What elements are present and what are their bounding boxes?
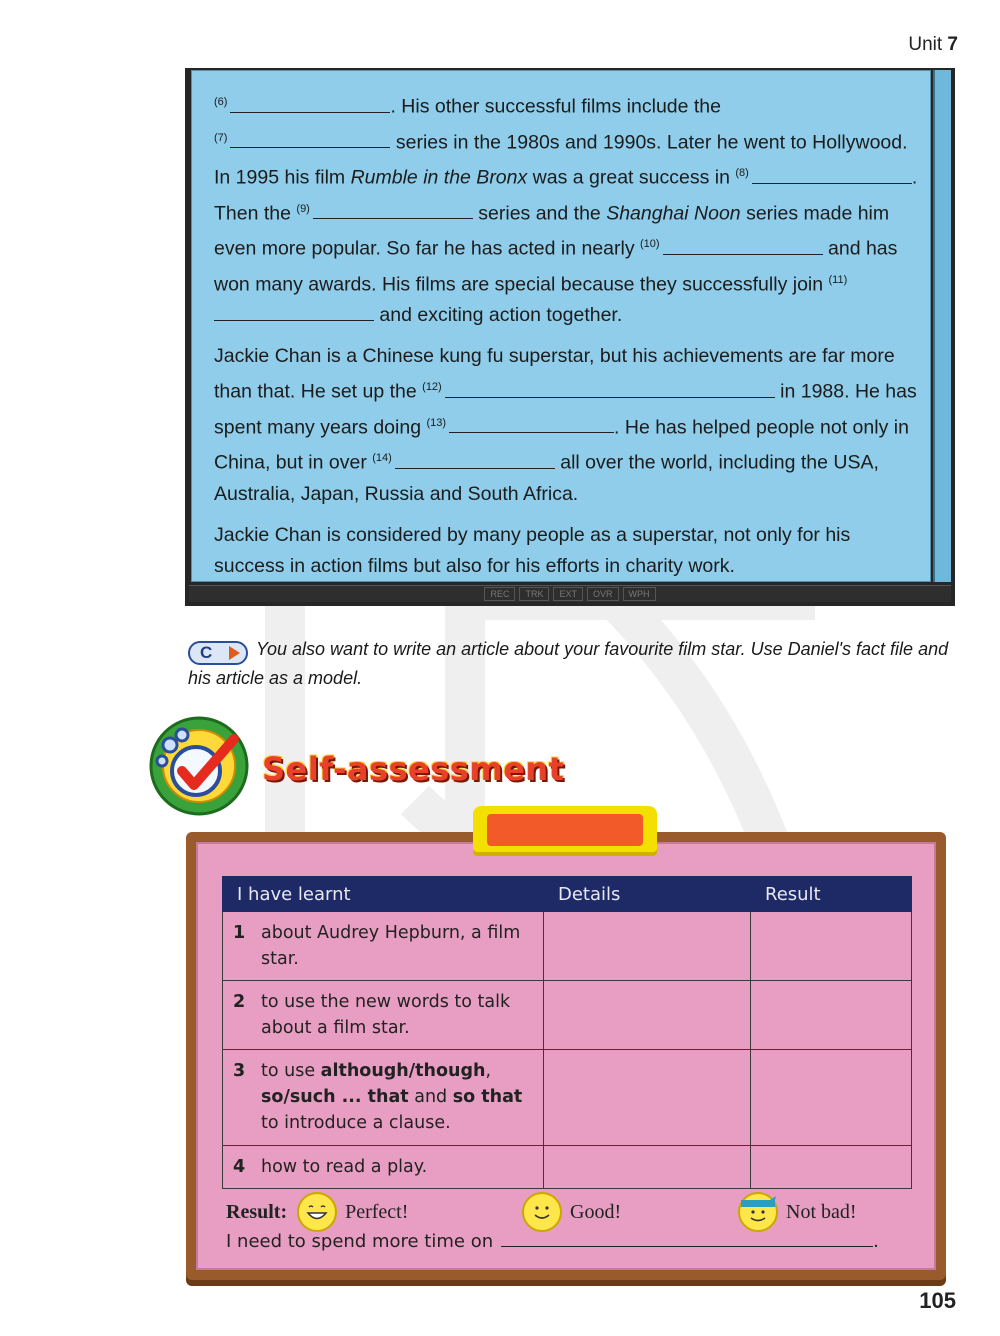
rating-not-bad [728, 1192, 857, 1232]
page-number: 105 [919, 1288, 956, 1313]
article-text-span: series in the 1980s and 1990s. Later he went to Hollywood. In 1995 his film [214, 131, 908, 189]
time-text: I need to spend more time on [226, 1231, 494, 1252]
grammar-term: so/such ... that [261, 1087, 409, 1107]
row-text-part: and [408, 1087, 453, 1107]
good-label: Good! [570, 1200, 622, 1223]
board-tab-inner [487, 814, 643, 846]
result-cell[interactable] [751, 912, 912, 981]
not-bad-label: Not bad! [786, 1200, 857, 1223]
blank-number: (7) [214, 131, 228, 144]
self-assessment-table [222, 876, 912, 1189]
table-row [223, 1050, 912, 1146]
headband-face-icon [738, 1192, 778, 1232]
blank-12[interactable] [445, 379, 775, 398]
article-text-span: all over the world, including the USA, Australia, Japan, Russia and South Africa. [214, 451, 879, 505]
laughing-face-icon [297, 1192, 337, 1232]
blank-9[interactable] [313, 200, 473, 219]
blank-number: (9) [296, 202, 310, 215]
result-cell[interactable] [751, 1146, 912, 1189]
grammar-term: so that [452, 1087, 523, 1107]
smiling-face-icon [522, 1192, 562, 1232]
article-text-span: . Then the [214, 166, 918, 224]
play-arrow-icon [229, 646, 240, 660]
row-number: 3 [233, 1061, 246, 1081]
article-text-span: series made him even more popular. So far he has acted in nearly [214, 202, 890, 260]
status-rec: REC [484, 587, 515, 601]
result-cell[interactable] [751, 981, 912, 1050]
task-instruction [188, 636, 958, 691]
blank-number: (14) [372, 452, 392, 464]
row-text-part: , [485, 1061, 492, 1081]
table-row [223, 912, 912, 981]
blank-8[interactable] [752, 165, 912, 184]
col-header-learnt: I have learnt [223, 877, 544, 912]
blank-number: (11) [828, 273, 848, 286]
learnt-cell [223, 912, 544, 981]
article-text-span: and exciting action together. [379, 304, 623, 326]
blank-13[interactable] [449, 414, 614, 433]
self-assessment-title: Self-assessment [262, 750, 565, 788]
article-paragraph-3: Jackie Chan is considered by many people as a superstar, not only for his success in action films but also for his efforts in charity work. [214, 523, 851, 577]
article-text-span: Jackie Chan is a Chinese kung fu superstar, but his achievements are far more than that. He set up the [214, 345, 895, 403]
col-header-details: Details [544, 877, 751, 912]
editor-statusbar [189, 585, 951, 602]
blank-number: (12) [422, 381, 442, 393]
status-wph: WPH [623, 587, 656, 601]
task-text: You also want to write an article about your favourite film star. Use Daniel's fact file and his article as a model. [188, 639, 949, 688]
status-ext: EXT [553, 587, 583, 601]
row-number: 1 [233, 923, 246, 943]
blank-6[interactable] [230, 94, 390, 113]
col-header-result: Result [751, 877, 912, 912]
details-cell[interactable] [544, 1146, 751, 1189]
blank-7[interactable] [230, 129, 390, 148]
grammar-term: although/though [320, 1061, 486, 1081]
result-label: Result: [226, 1200, 288, 1223]
row-number: 2 [233, 992, 246, 1012]
task-badge-letter: C [200, 643, 213, 662]
row-text-part: to use [261, 1061, 321, 1081]
article-paragraph-1 [214, 87, 924, 331]
blank-number: (6) [214, 96, 228, 108]
blank-11[interactable] [214, 302, 374, 321]
blank-number: (10) [640, 238, 660, 250]
row-text: how to read a play. [261, 1157, 428, 1177]
article-text-span: and has won many awards. His films are special because they successfully join [214, 237, 898, 295]
unit-word: Unit [908, 34, 943, 55]
result-cell[interactable] [751, 1050, 912, 1146]
details-cell[interactable] [544, 1050, 751, 1146]
perfect-label: Perfect! [345, 1200, 409, 1223]
row-text: to use the new words to talk about a film star. [261, 992, 511, 1038]
row-text [261, 1058, 526, 1136]
details-cell[interactable] [544, 912, 751, 981]
time-period: . [873, 1231, 879, 1252]
article-text-span: series and the [478, 202, 601, 224]
learnt-cell [223, 981, 544, 1050]
blank-number: (8) [735, 167, 749, 179]
blank-10[interactable] [663, 236, 823, 255]
learnt-cell [223, 1050, 544, 1146]
article-text-span: . His other successful films include the [390, 95, 722, 118]
status-trk: TRK [519, 587, 549, 601]
article-text-span: in 1988. He has spent many years doing [214, 380, 917, 438]
article-text-span: . He has helped people not only in China, but in over [214, 416, 909, 474]
article-text-span: was a great success in [532, 166, 730, 189]
editor-scrollbar[interactable] [933, 70, 951, 582]
time-line [226, 1228, 879, 1252]
learnt-cell [223, 1146, 544, 1189]
board-tab [473, 806, 657, 856]
table-row [223, 1146, 912, 1189]
status-ovr: OVR [587, 587, 619, 601]
task-c-badge-icon [188, 641, 248, 665]
blank-number: (13) [426, 416, 447, 429]
article-text [214, 87, 924, 592]
table-row [223, 981, 912, 1050]
row-text: about Audrey Hepburn, a film star. [261, 923, 521, 969]
row-number: 4 [233, 1157, 246, 1177]
blank-14[interactable] [395, 450, 555, 469]
editor-window [185, 68, 955, 606]
article-paragraph-2 [214, 341, 924, 510]
table-header-row [223, 877, 912, 912]
film-title: Shanghai Noon [606, 202, 741, 224]
row-text-part: to introduce a clause. [261, 1113, 451, 1133]
editor-page [191, 70, 931, 582]
details-cell[interactable] [544, 981, 751, 1050]
unit-number: 7 [947, 34, 958, 55]
rating-good [512, 1192, 621, 1232]
checkmark-badge-icon [148, 715, 250, 817]
film-title: Rumble in the Bronx [350, 166, 528, 189]
rating-perfect [226, 1192, 408, 1232]
unit-label [908, 34, 958, 56]
time-blank[interactable] [501, 1228, 873, 1247]
